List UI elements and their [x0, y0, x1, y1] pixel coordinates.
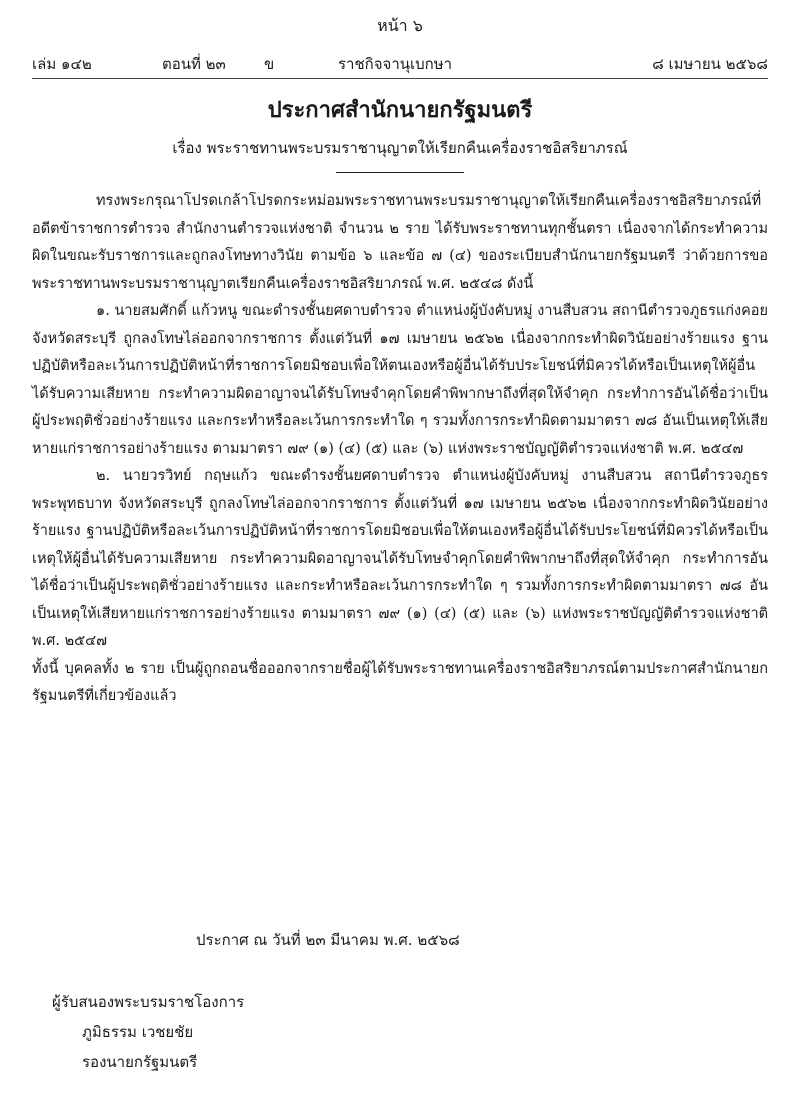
paragraph-intro: ทรงพระกรุณาโปรดเกล้าโปรดกระหม่อมพระราชทานพระบรมราชานุญาตให้เรียกคืนเครื่องราชอิสริยาภรณ์ที่อดีตข้าราชการตำรวจ สำนักงานตำรวจแห่งชาติ จำนวน ๒ ราย ได้รับพระราชทานทุกชั้นตรา เนื่องจากได้กระทำความผิดในขณะรับราชการและถูกลงโทษทางวินัย ตามข้อ ๖ และข้อ ๗ (๔) ของระเบียบสำนักนายกรัฐมนตรี ว่าด้วยการขอพระราชทานพระบรมราชานุญาตเรียกคืนเครื่องราชอิสริยาภรณ์ พ.ศ. ๒๕๔๘ ดังนี้ — [32, 193, 768, 292]
header-section: ข — [264, 55, 275, 73]
header-date: ๘ เมษายน ๒๕๖๘ — [652, 55, 768, 73]
header-divider — [32, 78, 768, 79]
announcement-body — [32, 188, 768, 711]
paragraph-item-2: ๒. นายวรวิทย์ กฤษแก้ว ขณะดำรงชั้นยศดาบตำรวจ ตำแหน่งผู้บังคับหมู่ งานสืบสวน สถานีตำรวจภูธรพระพุทธบาท จังหวัดสระบุรี ถูกลงโทษไล่ออกจากราชการ ตั้งแต่วันที่ ๑๗ เมษายน ๒๕๖๒ เนื่องจากกระทำผิดวินัยอย่างร้ายแรง ฐานปฏิบัติหรือละเว้นการปฏิบัติหน้าที่ราชการโดยมิชอบเพื่อให้ตนเองหรือผู้อื่นได้รับประโยชน์ที่มิควรได้หรือเป็นเหตุให้ผู้อื่นได้รับความเสียหาย กระทำความผิดอาญาจนได้รับโทษจำคุกโดยคำพิพากษาถึงที่สุดให้จำคุก กระทำการอันได้ชื่อว่าเป็นผู้ประพฤติชั่วอย่างร้ายแรง และกระทำหรือละเว้นการกระทำใด ๆ รวมทั้งการกระทำผิดตามมาตรา ๗๘ อันเป็นเหตุให้เสียหายแก่ราชการอย่างร้ายแรง ตามมาตรา ๗๙ (๑) (๔) (๕) และ (๖) แห่งพระราชบัญญัติตำรวจแห่งชาติ พ.ศ. ๒๕๔๗ — [32, 468, 768, 649]
header-part: ตอนที่ ๒๓ — [162, 55, 226, 73]
signatory-position: รองนายกรัฐมนตรี — [82, 1053, 198, 1071]
signatory-name: ภูมิธรรม เวชยชัย — [82, 1023, 194, 1041]
gazette-header — [32, 52, 768, 74]
announcement-title: ประกาศสำนักนายกรัฐมนตรี — [267, 97, 533, 123]
header-volume: เล่ม ๑๔๒ — [32, 55, 92, 73]
header-journal: ราชกิจจานุเบกษา — [338, 55, 453, 73]
announcement-subject: เรื่อง พระราชทานพระบรมราชานุญาตให้เรียกคืนเครื่องราชอิสริยาภรณ์ — [172, 139, 628, 157]
countersign-label: ผู้รับสนองพระบรมราชโองการ — [52, 993, 245, 1011]
title-divider — [336, 172, 464, 173]
paragraph-item-1: ๑. นายสมศักดิ์ แก้วหนู ขณะดำรงชั้นยศดาบตำรวจ ตำแหน่งผู้บังคับหมู่ งานสืบสวน สถานีตำรวจภูธรแก่งคอย จังหวัดสระบุรี ถูกลงโทษไล่ออกจากราชการ ตั้งแต่วันที่ ๑๗ เมษายน ๒๕๖๒ เนื่องจากกระทำผิดวินัยอย่างร้ายแรง ฐานปฏิบัติหรือละเว้นการปฏิบัติหน้าที่ราชการโดยมิชอบเพื่อให้ตนเองหรือผู้อื่นได้รับประโยชน์ที่มิควรได้หรือเป็นเหตุให้ผู้อื่นได้รับความเสียหาย กระทำความผิดอาญาจนได้รับโทษจำคุกโดยคำพิพากษาถึงที่สุดให้จำคุก กระทำการอันได้ชื่อว่าเป็นผู้ประพฤติชั่วอย่างร้ายแรง และกระทำหรือละเว้นการกระทำใด ๆ รวมทั้งการกระทำผิดตามมาตรา ๗๘ อันเป็นเหตุให้เสียหายแก่ราชการอย่างร้ายแรง ตามมาตรา ๗๙ (๑) (๔) (๕) และ (๖) แห่งพระราชบัญญัติตำรวจแห่งชาติ พ.ศ. ๒๕๔๗ — [32, 303, 768, 457]
announcement-date-line: ประกาศ ณ วันที่ ๒๓ มีนาคม พ.ศ. ๒๕๖๘ — [196, 931, 460, 949]
paragraph-conclusion: ทั้งนี้ บุคคลทั้ง ๒ ราย เป็นผู้ถูกถอนชื่อออกจากรายชื่อผู้ได้รับพระราชทานเครื่องราชอิสริยาภรณ์ตามประกาศสำนักนายกรัฐมนตรีที่เกี่ยวข้องแล้ว — [32, 660, 768, 704]
page-number: หน้า ๖ — [377, 16, 423, 35]
